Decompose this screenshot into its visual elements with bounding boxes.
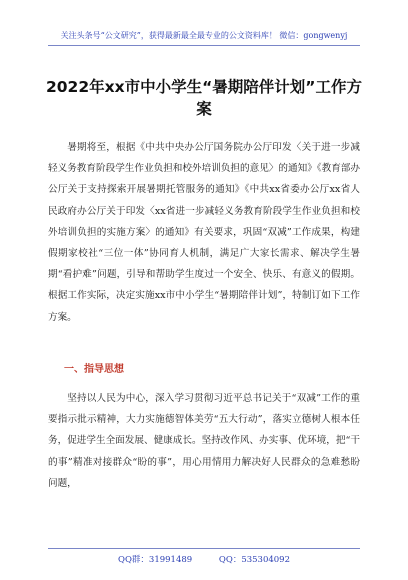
footer-qq: QQ：535304092 xyxy=(218,555,290,565)
footer xyxy=(0,553,408,565)
document-title: 2022年xx市中小学生“暑期陪伴计划”工作方案 xyxy=(45,78,362,118)
section1-body xyxy=(48,388,360,494)
top-divider xyxy=(48,45,360,46)
top-banner: 关注头条号“公文研究”，获得最新最全最专业的公文资料库！ 微信：gongwenyj xyxy=(60,31,348,40)
section1-paragraph: 坚持以人民为中心，深入学习贯彻习近平总书记关于“双减”工作的重要指示批示精神，大力实施德智体美劳“五大行动”，落实立德树人根本任务，促进学生全面发展、健康成长。坚持改作风、办实事、优环境，把“干的事”精准对接群众“盼的事”，用心用情用力解决好人民群众的急难愁盼问题， xyxy=(48,393,360,489)
intro-paragraph: 暑期将至，根据《中共中央办公厅国务院办公厅印发〈关于进一步减轻义务教育阶段学生作业负担和校外培训负担的意见〉的通知》《教育部办公厅关于支持探索开展暑期托管服务的通知》《中共xx省委办公厅xx省人民政府办公厅关于印发〈xx省进一步减轻义务教育阶段学生作业负担和校外培训负担的实施方案〉的通知》有关要求，巩固“双减”工作成果，构建假期家校社“三位一体”协同育人机制，满足广大家长需求、解决学生暑期“看护难”问题，引导和帮助学生度过一个安全、快乐、有意义的假期。根据工作实际，决定实施xx市中小学生“暑期陪伴计划”，特制订如下工作方案。 xyxy=(48,142,360,323)
section-heading-guiding-ideology: 一、指导思想 xyxy=(64,364,124,375)
footer-qq-group: QQ群：31991489 xyxy=(117,555,193,565)
intro-section xyxy=(48,137,360,328)
bottom-divider xyxy=(48,548,360,549)
